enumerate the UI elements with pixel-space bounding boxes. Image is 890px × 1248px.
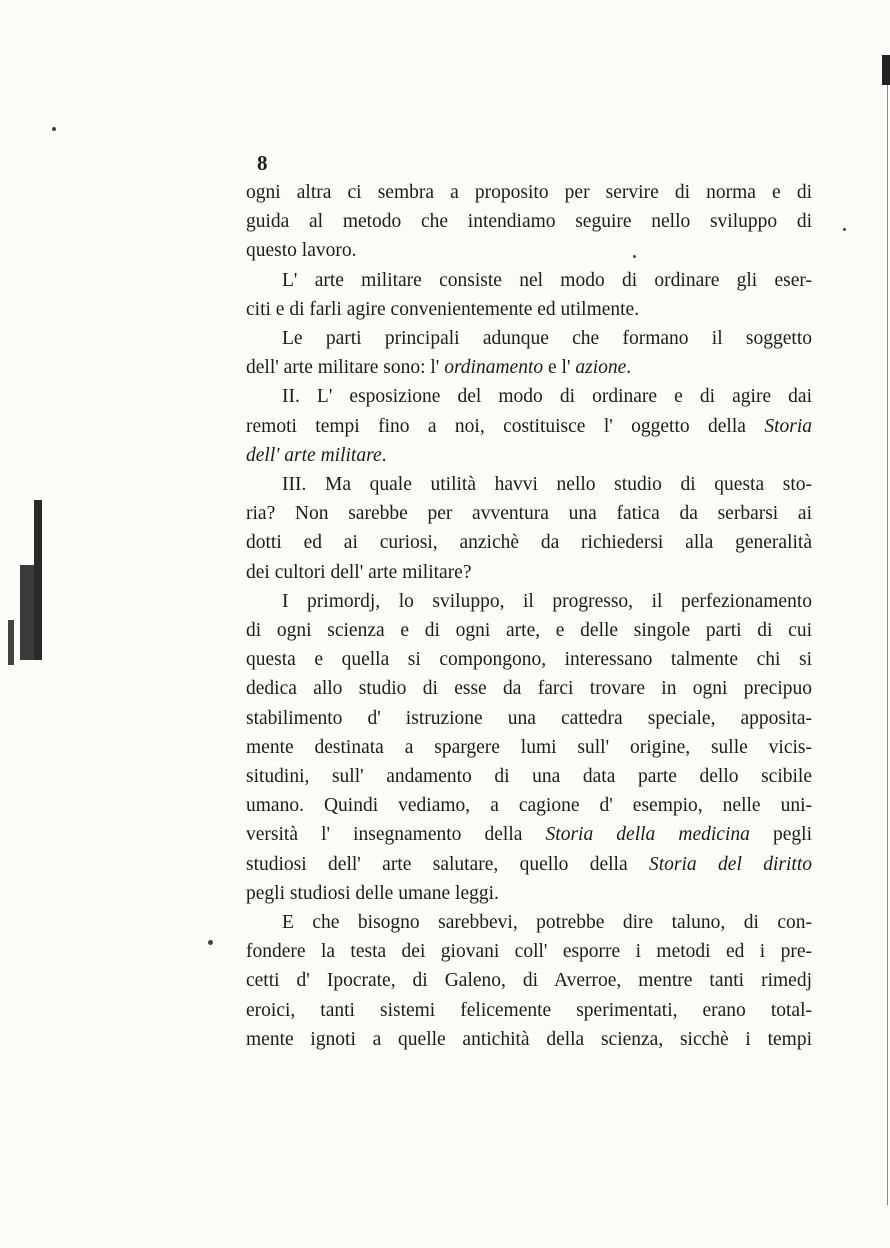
text-line: dedica allo studio di esse da farci trovare in ogni precipuo [246,678,812,700]
text-line: remoti tempi fino a noi, costituisce l' oggetto della Storia [246,415,812,437]
text-line: fondere la testa dei giovani coll' esporre i metodi ed i pre- [246,941,812,963]
speck [843,228,846,231]
text-line: umano. Quindi vediamo, a cagione d' esempio, nelle uni- [246,795,812,817]
scan-clip-artifact [8,500,48,665]
text-line: studiosi dell' arte salutare, quello della Storia del diritto [246,853,812,875]
text-line: mente destinata a spargere lumi sull' origine, sulle vicis- [246,736,812,758]
speck [52,127,56,131]
text-line: questa e quella si compongono, interessano talmente chi si [246,649,812,671]
text-line: dotti ed ai curiosi, anzichè da richiedersi alla generalità [246,532,812,554]
text-line: dell' arte militare sono: l' ordinamento e l' azione. [246,357,632,379]
text-line: II. L' esposizione del modo di ordinare e di agire dai [282,386,812,408]
text-line: ogni altra ci sembra a proposito per servire di norma e di [246,182,812,203]
speck [208,940,213,945]
text-line: eroici, tanti sistemi felicemente sperimentati, erano total- [246,999,812,1021]
text-line: E che bisogno sarebbevi, potrebbe dire taluno, di con- [282,912,812,934]
page-number: 8 [257,151,268,175]
text-line: mente ignoti a quelle antichità della scienza, sicchè i tempi [246,1028,812,1050]
text-line: L' arte militare consiste nel modo di ordinare gli eser- [282,269,812,291]
text-line: III. Ma quale utilità havvi nello studio di questa sto- [282,474,812,496]
text-line: situdini, sull' andamento di una data parte dello scibile [246,766,812,788]
text-line: cetti d' Ipocrate, di Galeno, di Averroe, mentre tanti rimedj [246,970,812,992]
text-line: citi e di farli agire convenientemente ed utilmente. [246,298,640,320]
text-line: I primordj, lo sviluppo, il progresso, il perfezionamento [282,590,812,612]
text-line: Le parti principali adunque che formano il soggetto [282,328,812,350]
body-text [246,178,812,1054]
text-line: guida al metodo che intendiamo seguire nello sviluppo di [246,211,812,233]
text-line: versità l' insegnamento della Storia della medicina pegli [246,824,812,846]
page-edge-shadow [878,55,890,1205]
text-line: dell' arte militare. [246,444,387,466]
text-line: dei cultori dell' arte militare? [246,561,472,583]
text-line: questo lavoro. [246,240,357,262]
text-line: stabilimento d' istruzione una cattedra speciale, apposita- [246,707,812,729]
text-line: ria? Non sarebbe per avventura una fatica da serbarsi ai [246,503,812,525]
text-line: di ogni scienza e di ogni arte, e delle singole parti di cui [246,620,812,642]
text-line: pegli studiosi delle umane leggi. [246,882,499,904]
